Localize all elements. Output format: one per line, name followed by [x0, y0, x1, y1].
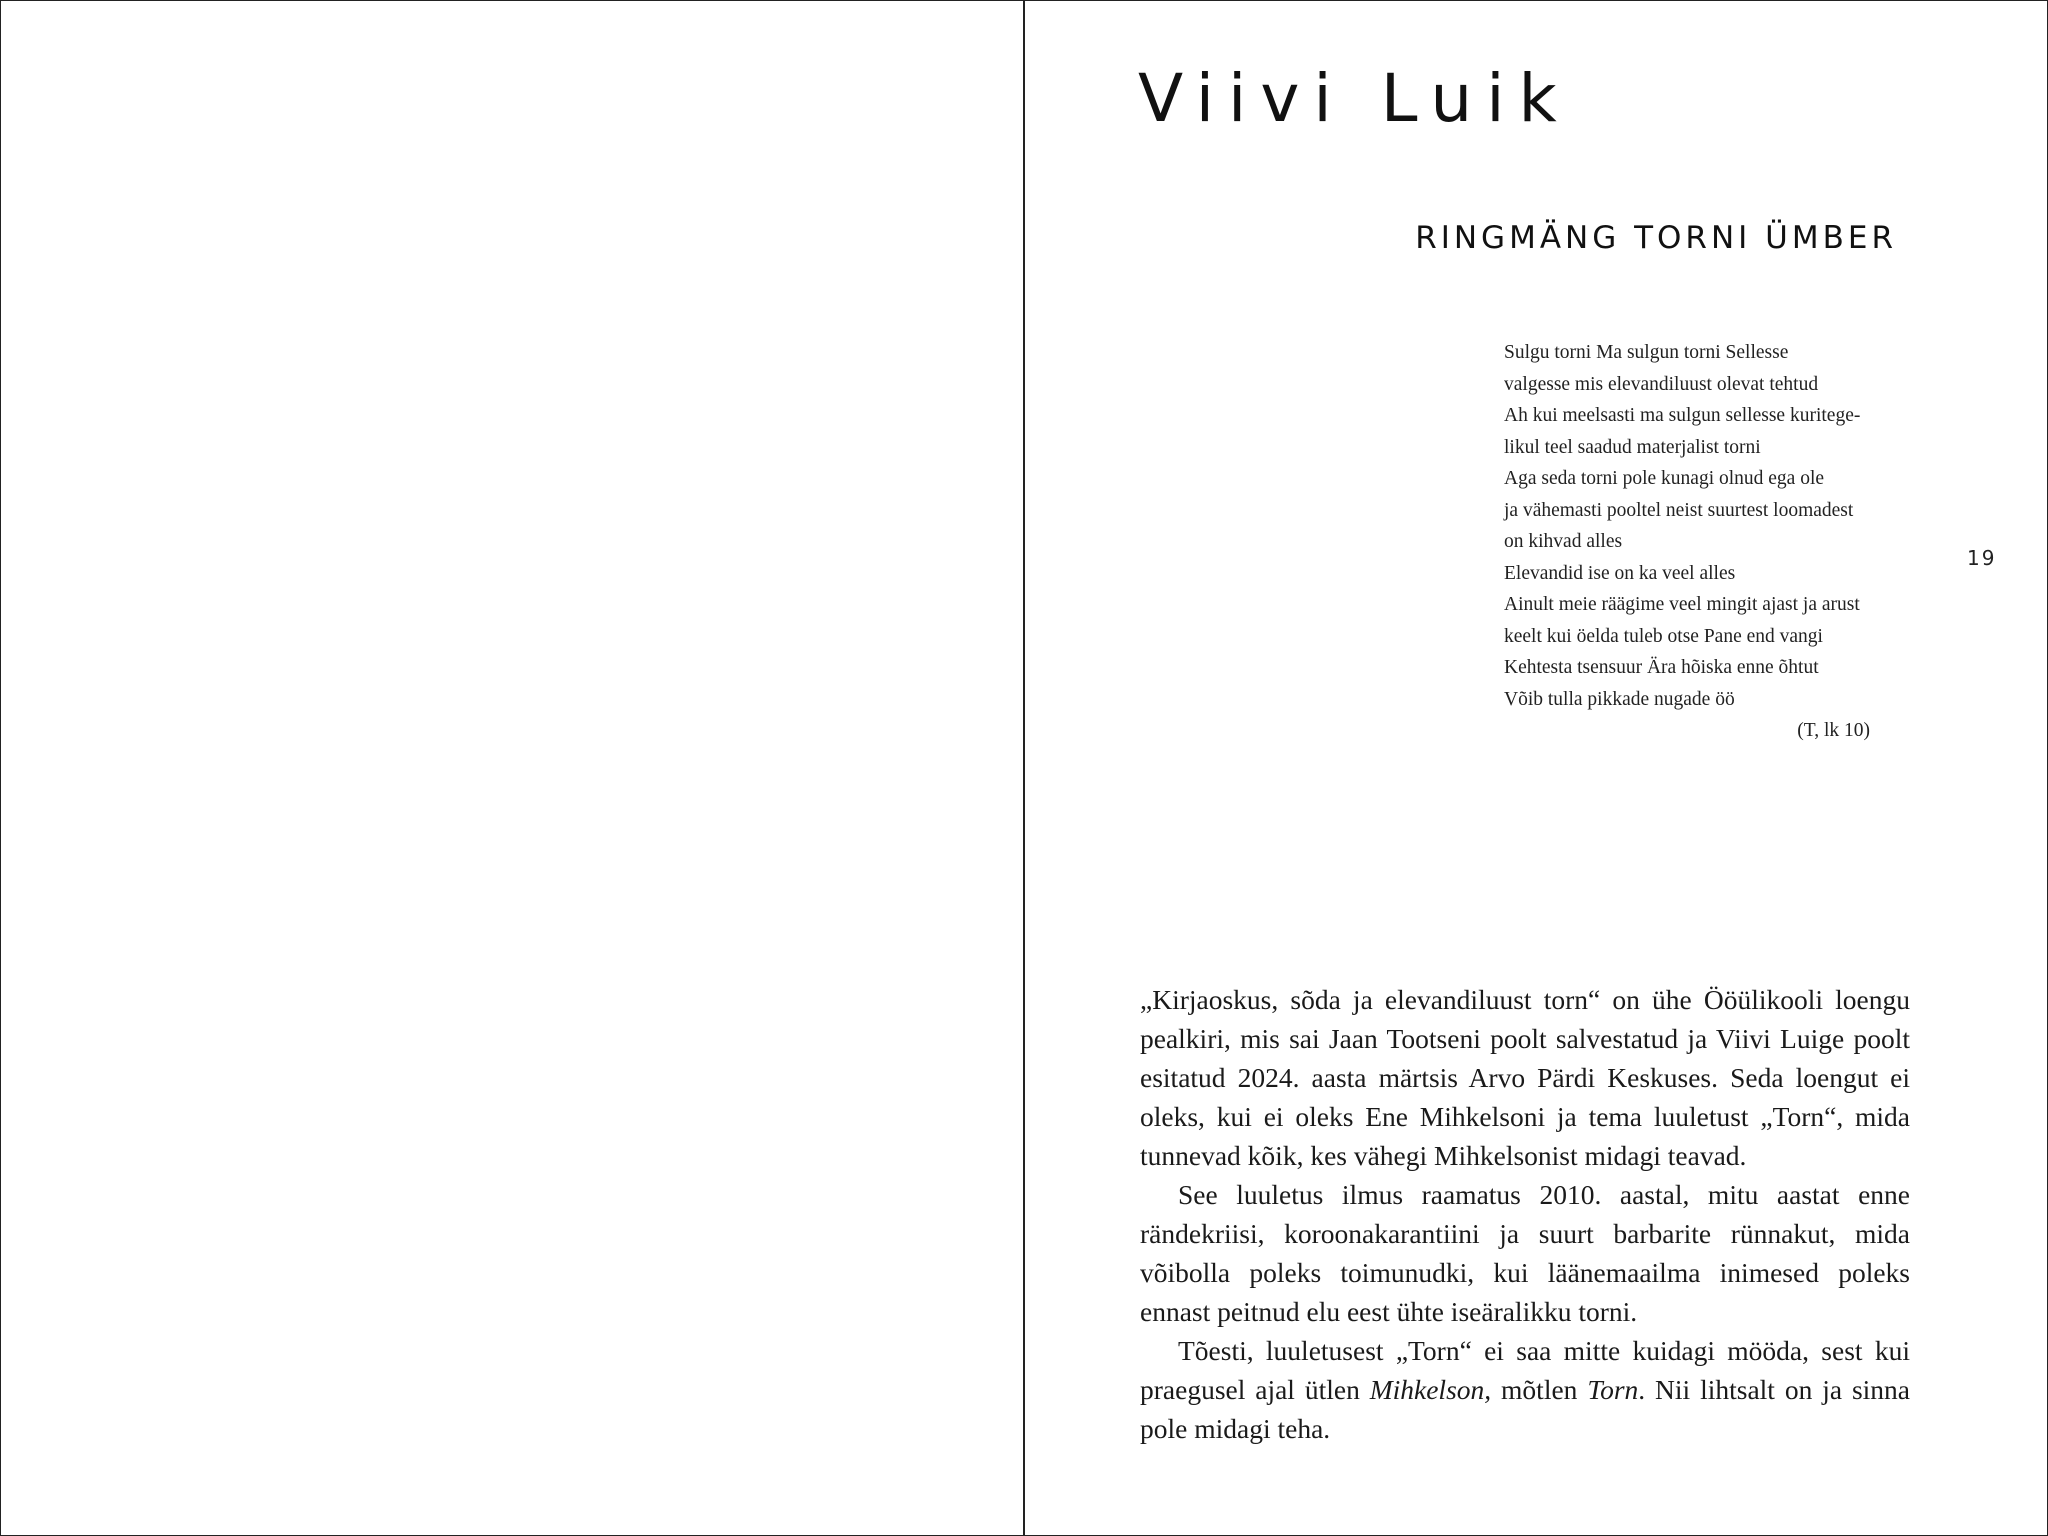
paragraph-3-mid: mõtlen	[1491, 1374, 1588, 1405]
poem-line: keelt kui öelda tuleb otse Pane end vangi	[1504, 625, 1823, 647]
paragraph-3	[1140, 1331, 1910, 1448]
chapter-title: RINGMÄNG TORNI ÜMBER	[1415, 220, 1897, 256]
paragraph-3-end: . Nii lihtsalt on ja sinna pole midagi teha.	[1140, 1374, 1910, 1444]
poem-line: Aga seda torni pole kunagi olnud ega ole	[1504, 468, 1825, 489]
poem-line: on kihvad alles	[1504, 531, 1623, 552]
paragraph-3-start: Tõesti, luuletusest „Torn“ ei saa mitte kuidagi mööda, sest kui praegusel ajal ütlen	[1140, 1335, 1910, 1405]
paragraph-2: See luuletus ilmus raamatus 2010. aastal, mitu aastat enne rändekriisi, koroonakarantiini ja suurt barbarite rünnakut, mida võibolla poleks toimunudki, kui läänemaailma inimesed poleks ennast peitnud elu eest ühte iseäralikku torni.	[1140, 1179, 1910, 1327]
poem-line: likul teel saadud materjalist torni	[1504, 436, 1761, 458]
poem-line: Ainult meie räägime veel mingit ajast ja arust	[1504, 594, 1860, 615]
paragraph-1: „Kirjaoskus, sõda ja elevandiluust torn“ on ühe Ööülikooli loengu pealkiri, mis sai Jaan Tootseni poolt salvestatud ja Viivi Luige poolt esitatud 2024. aasta märtsis Arvo Pärdi Keskuses. Seda loengut ei oleks, kui ei oleks Ene Mihkelsoni ja tema luuletust „Torn“, mida tunnevad kõik, kes vähegi Mihkelsonist midagi teavad.	[1140, 984, 1910, 1171]
emphasis-mihkelson: Mihkelson,	[1369, 1374, 1492, 1405]
poem-excerpt	[1504, 337, 1904, 747]
page-number: 19	[1967, 546, 1997, 570]
body-text	[1140, 980, 1910, 1448]
poem-line: ja vähemasti pooltel neist suurtest loomadest	[1504, 499, 1854, 521]
left-page-blank	[1, 1, 1023, 1535]
author-name: Viivi Luik	[1138, 60, 1571, 137]
poem-line: Kehtesta tsensuur Ära hõiska enne õhtut	[1504, 657, 1819, 678]
poem-line: Elevandid ise on ka veel alles	[1504, 562, 1736, 584]
poem-line: Sulgu torni Ma sulgun torni Sellesse	[1504, 342, 1789, 363]
poem-line: valgesse mis elevandiluust olevat tehtud	[1504, 373, 1819, 395]
poem-line: Ah kui meelsasti ma sulgun sellesse kuritege-	[1504, 405, 1861, 426]
emphasis-torn: Torn	[1587, 1374, 1639, 1405]
poem-line: Võib tulla pikkade nugade öö	[1504, 688, 1735, 710]
poem-source: (T, lk 10)	[1797, 720, 1870, 741]
